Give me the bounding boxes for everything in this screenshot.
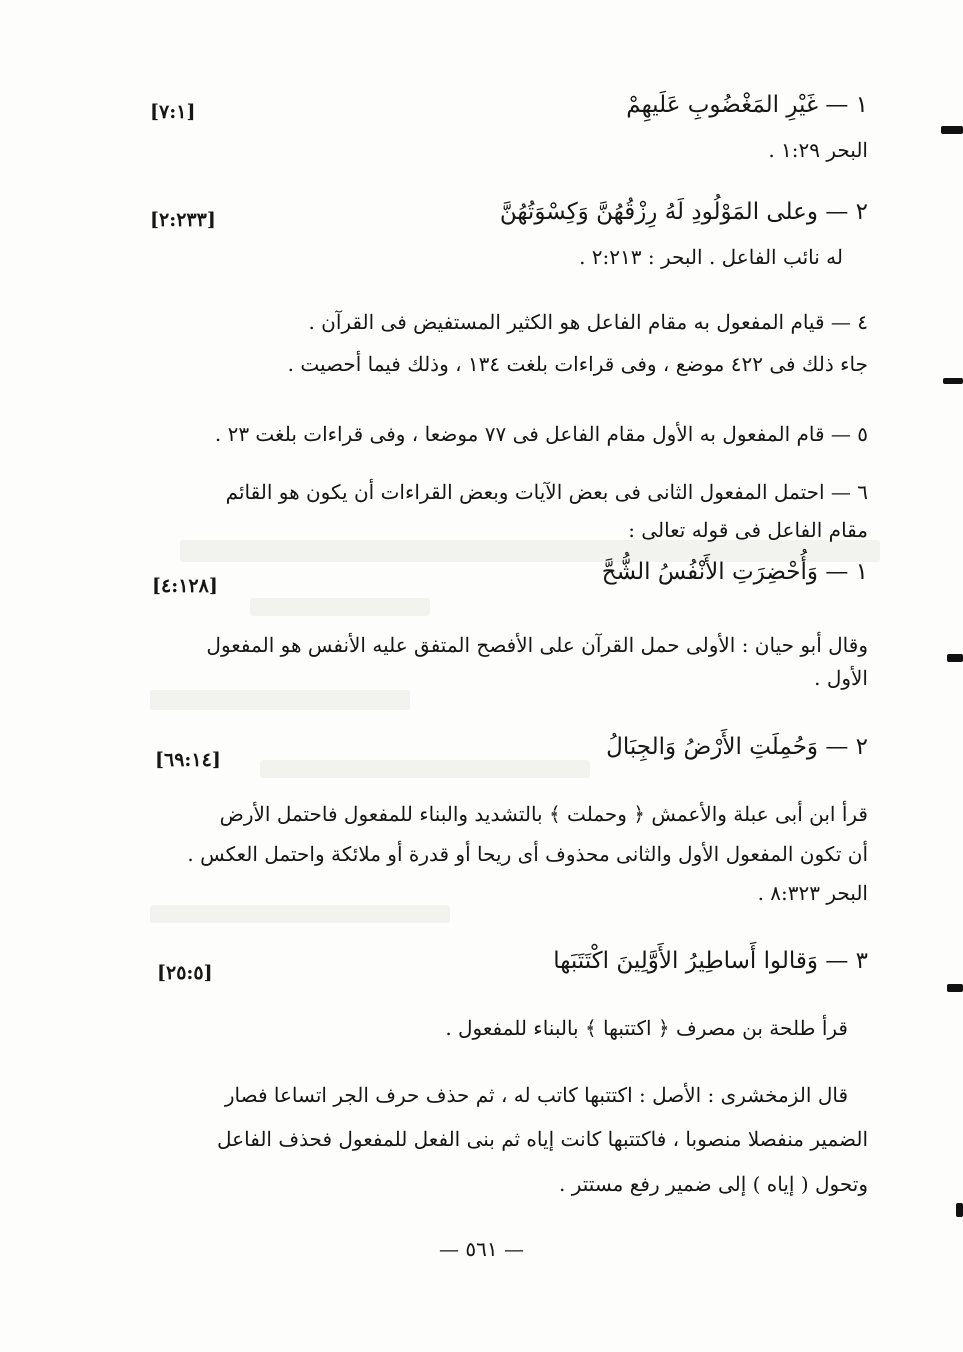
item-1-note: البحر ١:٢٩ . <box>768 138 868 162</box>
edge-mark-2 <box>943 378 963 384</box>
bleed-through-4 <box>260 760 590 778</box>
page-number: — ٥٦١ — <box>439 1237 524 1261</box>
item-4-line-1: ٤ — قيام المفعول به مقام الفاعل هو الكثير المستفيض فى القرآن . <box>308 310 868 334</box>
sub-item-3-reference: [٢٥:٥] <box>157 962 213 984</box>
sub-item-2-note-line-1: قرأ ابن أبى عبلة والأعمش ﴿ وحملت ﴾ بالتشديد والبناء للمفعول فاحتمل الأرض <box>219 802 868 826</box>
item-4-line-2: جاء ذلك فى ٤٢٢ موضع ، وفى قراءات بلغت ١٣٤ ، وذلك فيما أحصيت . <box>287 352 868 376</box>
bleed-through-3 <box>150 690 410 710</box>
sub-item-3-note: قرأ طلحة بن مصرف ﴿ اكتتبها ﴾ بالبناء للمفعول . <box>445 1016 848 1040</box>
bleed-through-5 <box>150 905 450 923</box>
bleed-through-2 <box>250 598 430 616</box>
sub-item-2-reference: [٦٩:١٤] <box>155 749 221 771</box>
item-5-line: ٥ — قام المفعول به الأول مقام الفاعل فى ٧٧ موضعا ، وفى قراءات بلغت ٢٣ . <box>214 422 868 446</box>
item-2-verse: ٢ — وعلى المَوْلُودِ لَهُ رِزْقُهُنَّ وَكِسْوَتُهُنَّ <box>499 199 868 225</box>
item-6-line-1: ٦ — احتمل المفعول الثانى فى بعض الآيات وبعض القراءات أن يكون هو القائم <box>225 480 868 504</box>
item-2-note: له نائب الفاعل . البحر : ٢:٢١٣ . <box>579 245 843 269</box>
item-6-line-2: مقام الفاعل فى قوله تعالى : <box>628 518 868 542</box>
edge-mark-5 <box>956 1203 963 1217</box>
item-1-verse: ١ — غَيْرِ المَغْضُوبِ عَلَيهِمْ <box>626 92 868 118</box>
sub-item-2-note-line-2: أن تكون المفعول الأول والثانى محذوف أى ريحا أو قدرة أو ملائكة واحتمل العكس . <box>187 842 868 866</box>
item-1-reference: [٧:١] <box>150 101 196 123</box>
sub-item-1-verse: ١ — وَأُحْضِرَتِ الأَنْفُسُ الشُّحَّ <box>601 559 868 585</box>
sub-item-1-reference: [٤:١٢٨] <box>152 575 218 597</box>
item-2-reference: [٢:٢٣٣] <box>150 209 216 231</box>
zamakhshari-line-1: قال الزمخشرى : الأصل : اكتتبها كاتب له ، ثم حذف حرف الجر اتساعا فصار <box>224 1083 848 1107</box>
zamakhshari-line-2: الضمير منفصلا منصوبا ، فاكتتبها كانت إياه ثم بنى الفعل للمفعول فحذف الفاعل <box>217 1127 868 1151</box>
sub-item-3-verse: ٣ — وَقالوا أَساطِيرُ الأَوَّلِينَ اكْتَتَبَها <box>553 948 868 974</box>
sub-item-1-note-line-1: وقال أبو حيان : الأولى حمل القرآن على الأفصح المتفق عليه الأنفس هو المفعول <box>206 633 868 657</box>
sub-item-1-note-line-2: الأول . <box>814 666 868 690</box>
sub-item-2-verse: ٢ — وَحُمِلَتِ الأَرْضُ وَالجِبَالُ <box>606 734 868 760</box>
sub-item-2-note-line-3: البحر ٨:٣٢٣ . <box>757 881 868 905</box>
edge-mark-4 <box>947 984 963 992</box>
edge-mark-3 <box>947 654 963 662</box>
edge-mark-1 <box>941 126 963 134</box>
zamakhshari-line-3: وتحول ( إياه ) إلى ضمير رفع مستتر . <box>559 1172 868 1196</box>
